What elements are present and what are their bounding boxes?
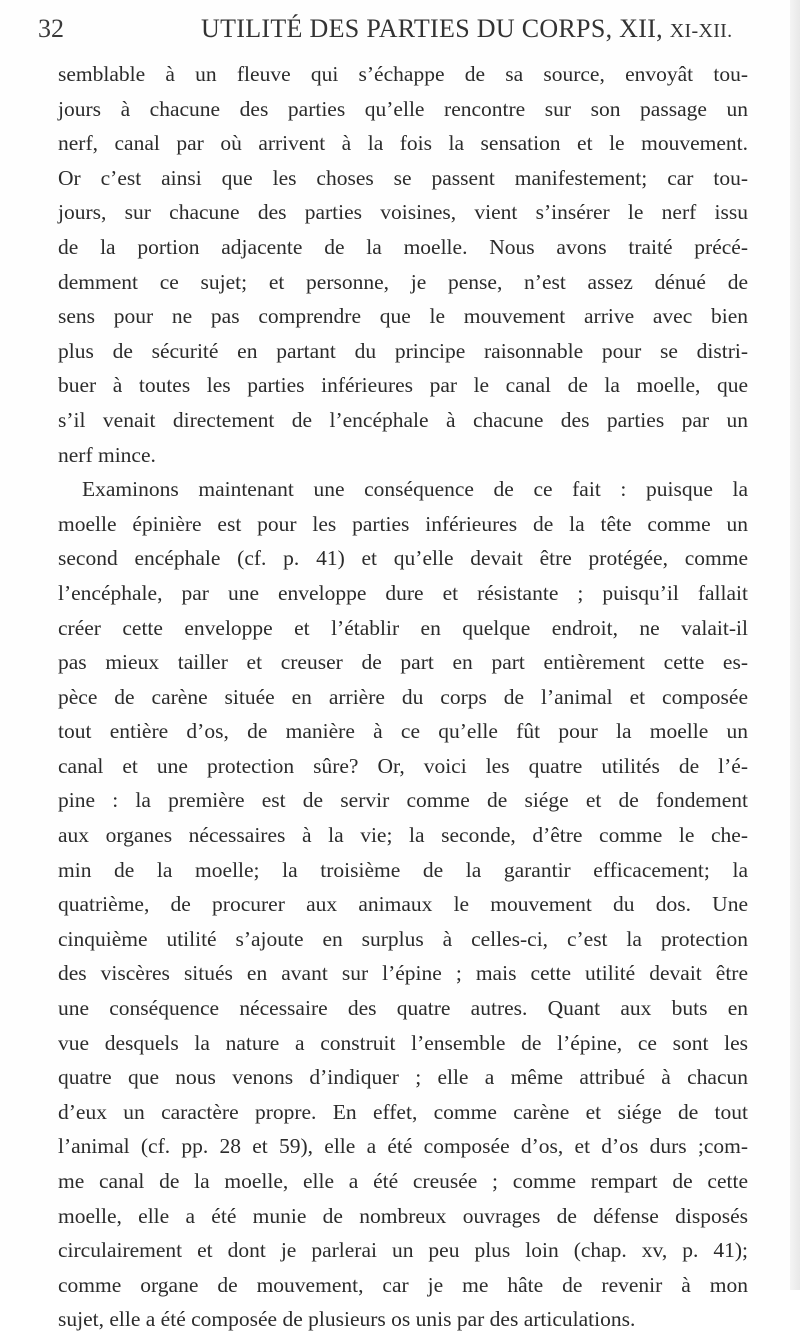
page-header <box>38 12 758 46</box>
text-line: sens pour ne pas comprendre que le mouvement arrive avec bien <box>58 304 748 329</box>
running-head <box>201 12 732 48</box>
text-line: aux organes nécessaires à la vie; la seconde, d’être comme le che- <box>58 823 748 848</box>
text-line: jours à chacune des parties qu’elle rencontre sur son passage un <box>58 96 748 121</box>
text-line: des viscères situés en avant sur l’épine ; mais cette utilité devait être <box>58 961 748 986</box>
body-text <box>58 57 748 1337</box>
text-line: canal et une protection sûre? Or, voici les quatre utilités de l’é- <box>58 753 748 778</box>
text-line: cinquième utilité s’ajoute en surplus à celles-ci, c’est la protection <box>58 926 748 951</box>
text-line: circulairement et dont je parlerai un peu plus loin (chap. xv, p. 41); <box>58 1238 748 1263</box>
page-number: 32 <box>38 14 64 43</box>
page-edge-shadow <box>790 0 800 1290</box>
text-line: pas mieux tailler et creuser de part en part entièrement cette es- <box>58 650 748 675</box>
text-line: l’encéphale, par une enveloppe dure et résistante ; puisqu’il fallait <box>58 580 748 605</box>
text-line: d’eux un caractère propre. En effet, comme carène et siége de tout <box>58 1099 748 1124</box>
text-line: l’animal (cf. pp. 28 et 59), elle a été composée d’os, et d’os durs ;com- <box>58 1134 748 1159</box>
text-line: semblable à un fleuve qui s’échappe de sa source, envoyât tou- <box>58 62 748 86</box>
text-line: nerf mince. <box>58 442 156 467</box>
text-line: pine : la première est de servir comme de siége et de fondement <box>58 788 748 813</box>
text-line: vue desquels la nature a construit l’ensemble de l’épine, ce sont les <box>58 1030 748 1055</box>
running-head-chapters: XI-XII. <box>669 20 733 42</box>
text-line: me canal de la moelle, elle a été creusée ; comme rempart de cette <box>58 1169 748 1193</box>
text-line: demment ce sujet; et personne, je pense, n’est assez dénué de <box>58 269 748 294</box>
text-line: quatrième, de procurer aux animaux le mouvement du dos. Une <box>58 892 748 917</box>
text-line: buer à toutes les parties inférieures par le canal de la moelle, que <box>58 373 748 398</box>
running-head-title: UTILITÉ DES PARTIES DU CORPS, XII, <box>201 14 670 43</box>
text-line: plus de sécurité en partant du principe raisonnable pour se distri- <box>58 338 748 363</box>
text-line: Or c’est ainsi que les choses se passent manifestement; car tou- <box>58 165 748 190</box>
text-line: s’il venait directement de l’encéphale à chacune des parties par un <box>58 407 748 432</box>
text-line: min de la moelle; la troisième de la garantir efficacement; la <box>58 857 748 882</box>
text-line: Examinons maintenant une conséquence de ce fait : puisque la <box>82 477 748 502</box>
text-line: jours, sur chacune des parties voisines, vient s’insérer le nerf issu <box>58 200 748 225</box>
text-line: tout entière d’os, de manière à ce qu’elle fût pour la moelle un <box>58 719 748 744</box>
text-line: second encéphale (cf. p. 41) et qu’elle devait être protégée, comme <box>58 546 748 571</box>
text-line: créer cette enveloppe et l’établir en quelque endroit, ne valait-il <box>58 615 748 640</box>
text-line: de la portion adjacente de la moelle. Nous avons traité précé- <box>58 234 748 259</box>
text-line: une conséquence nécessaire des quatre autres. Quant aux buts en <box>58 996 748 1021</box>
text-line: quatre que nous venons d’indiquer ; elle a même attribué à chacun <box>58 1065 748 1090</box>
text-line: nerf, canal par où arrivent à la fois la sensation et le mouvement. <box>58 131 748 156</box>
text-line: moelle, elle a été munie de nombreux ouvrages de défense disposés <box>58 1203 748 1228</box>
text-line: comme organe de mouvement, car je me hâte de revenir à mon <box>58 1272 748 1297</box>
text-line: pèce de carène située en arrière du corps de l’animal et composée <box>58 684 748 709</box>
text-line: sujet, elle a été composée de plusieurs os unis par des articulations. <box>58 1307 636 1332</box>
text-line: moelle épinière est pour les parties inférieures de la tête comme un <box>58 511 748 536</box>
